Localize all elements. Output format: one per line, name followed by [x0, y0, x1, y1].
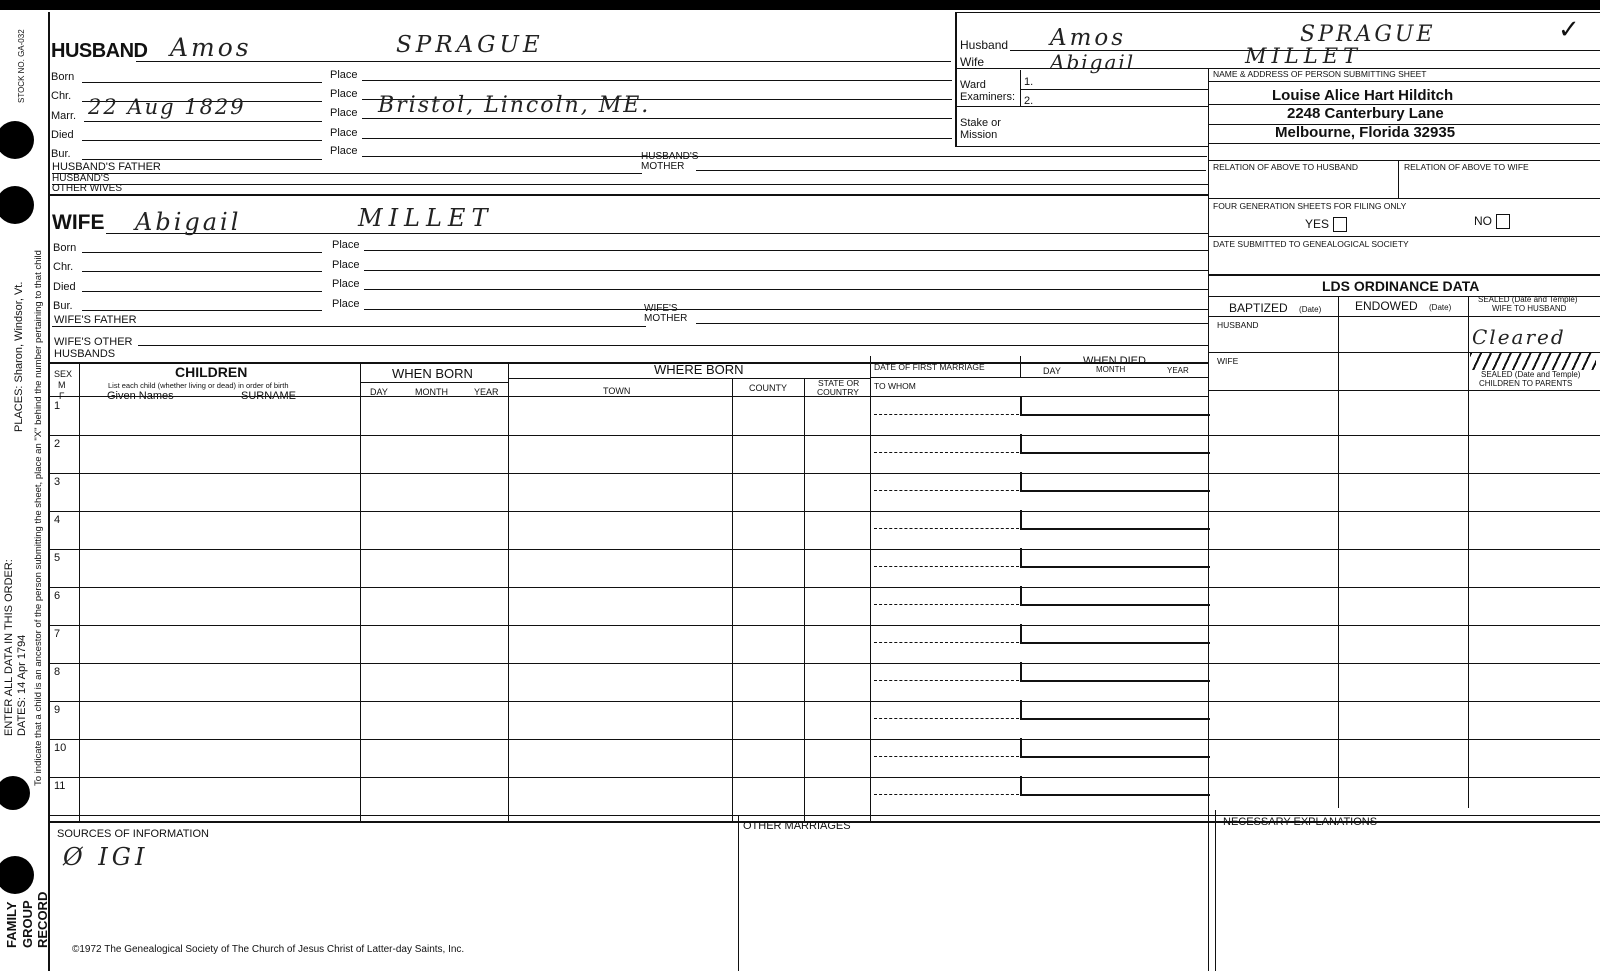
died-day-header: DAY — [1043, 366, 1061, 376]
lds-row-divider — [1208, 663, 1600, 664]
submitter-label-line — [1208, 81, 1600, 82]
husband-given-name: Amos — [170, 33, 252, 62]
lds-top-rule — [1208, 274, 1600, 276]
top-checkmark: ✓ — [1558, 14, 1580, 44]
child-row-number: 1 — [54, 400, 61, 412]
date-submitted-label: DATE SUBMITTED TO GENEALOGICAL SOCIETY — [1213, 239, 1409, 249]
when-died-box — [1020, 472, 1210, 492]
wife-chr-line — [82, 271, 322, 272]
husband-died-line — [82, 140, 322, 141]
lds-header-line — [1208, 316, 1600, 317]
names-col-divider — [360, 362, 361, 822]
wife-name-line — [106, 233, 1208, 234]
where-born-sub-line — [508, 378, 870, 379]
lds-sealed-wife-2: WIFE TO HUSBAND — [1492, 304, 1567, 313]
first-marriage-date-line — [874, 490, 1019, 491]
ward-label: Ward — [960, 79, 986, 91]
wifes-mother-line — [696, 323, 1208, 324]
top-edge-band — [0, 0, 1600, 10]
husband-bur-place-line — [362, 156, 1207, 157]
state-col-divider — [870, 356, 871, 822]
sex-label-3: F — [59, 391, 65, 401]
wifes-father-label: WIFE'S FATHER — [54, 314, 137, 326]
husband-chr-place-label: Place — [330, 88, 358, 100]
submitter-street: 2248 Canterbury Lane — [1287, 105, 1444, 122]
top-right-border — [955, 12, 1600, 13]
wifes-mother-label-1: WIFE'S — [644, 303, 678, 314]
husbands-mother-label-2: MOTHER — [641, 161, 685, 172]
ward-bottom-line — [955, 106, 1208, 107]
wife-born-place-line — [364, 250, 1208, 251]
when-died-divider — [1020, 356, 1021, 377]
lds-sealed-wife-1: SEALED (Date and Temple) — [1478, 295, 1578, 304]
wife-bur-place-label: Place — [332, 298, 360, 310]
yes-label: YES — [1305, 217, 1330, 231]
stock-number: STOCK NO. GA-032 — [17, 29, 26, 103]
husbands-other-wives-label-2: OTHER WIVES — [52, 183, 123, 194]
when-died-box — [1020, 738, 1210, 758]
header-right-divider — [955, 12, 957, 147]
child-row-number: 4 — [54, 514, 61, 526]
first-marriage-date-line — [874, 452, 1019, 453]
when-died-box — [1020, 700, 1210, 720]
wife-died-label: Died — [53, 281, 76, 293]
wife-chr-place-label: Place — [332, 259, 360, 271]
lds-row-divider — [1208, 587, 1600, 588]
died-month-header: MONTH — [1096, 365, 1126, 374]
wife-chr-label: Chr. — [53, 261, 74, 273]
died-year-header: YEAR — [1167, 366, 1189, 375]
form-left-border — [48, 12, 50, 971]
binder-hole-3 — [0, 776, 30, 810]
lds-husband-row: HUSBAND — [1217, 320, 1259, 330]
sex-label-2: M — [58, 380, 66, 390]
husband-marr-label: Marr. — [51, 110, 77, 122]
first-marriage-date-line — [874, 718, 1019, 719]
ref-husband-given: Amos — [1050, 25, 1127, 51]
when-born-col-divider — [508, 362, 509, 822]
wife-died-place-line — [364, 289, 1208, 290]
baptized-date-hint: (Date) — [1299, 305, 1322, 314]
husbands-mother-line — [696, 170, 1206, 171]
record-title-record: RECORD — [35, 891, 50, 948]
child-row-number: 7 — [54, 628, 61, 640]
submitter-city-line — [1208, 143, 1600, 144]
submitter-name: Louise Alice Hart Hilditch — [1272, 87, 1454, 104]
lds-row-divider — [1208, 701, 1600, 702]
lds-sealed-child-2: CHILDREN TO PARENTS — [1479, 379, 1573, 388]
binder-hole-2 — [0, 186, 34, 224]
examiners-label: Examiners: — [960, 91, 1016, 103]
binder-hole-1 — [0, 121, 34, 159]
submitter-city: Melbourne, Florida 32935 — [1275, 124, 1456, 141]
where-born-header: WHERE BORN — [654, 362, 744, 377]
wife-bur-place-line — [364, 309, 1208, 310]
lds-sealed-child-1: SEALED (Date and Temple) — [1481, 370, 1581, 379]
lds-wife-row: WIFE — [1217, 356, 1239, 366]
husband-born-place-label: Place — [330, 69, 358, 81]
husband-born-place-line — [362, 80, 952, 81]
endowed-date-hint: (Date) — [1429, 303, 1452, 312]
wife-section-label: WIFE — [52, 211, 105, 234]
when-died-box — [1020, 548, 1210, 568]
wifes-mother-label-2: MOTHER — [644, 313, 688, 324]
lds-row-divider — [1208, 473, 1600, 474]
baptized-text: BAPTIZED — [1229, 301, 1288, 315]
husband-name-line — [136, 61, 951, 62]
lds-baptized-label — [1229, 301, 1321, 315]
wife-surname: MILLET — [358, 204, 494, 232]
first-marriage-date-line — [874, 794, 1019, 795]
child-row-divider — [48, 815, 1208, 816]
husband-bur-label: Bur. — [51, 148, 71, 160]
relation-top-line — [1208, 160, 1600, 161]
lds-row-divider — [1208, 625, 1600, 626]
husband-born-label: Born — [51, 71, 75, 83]
sex-col-divider — [79, 362, 80, 822]
examiner-1: 1. — [1024, 76, 1034, 88]
when-died-box — [1020, 586, 1210, 606]
wife-born-line — [82, 252, 322, 253]
wife-born-place-label: Place — [332, 239, 360, 251]
wife-born-label: Born — [53, 242, 77, 254]
first-marriage-date-line — [874, 414, 1019, 415]
child-row-number: 9 — [54, 704, 61, 716]
wife-died-place-label: Place — [332, 278, 360, 290]
born-year-header: YEAR — [474, 387, 499, 397]
ref-wife-label: Wife — [960, 55, 984, 69]
husbands-other-wives-label-1: HUSBAND'S — [52, 173, 110, 184]
lds-row-divider — [1208, 777, 1600, 778]
when-died-header: WHEN DIED — [1083, 355, 1146, 367]
when-died-box — [1020, 624, 1210, 644]
wifes-other-husbands-label-2: HUSBANDS — [54, 348, 116, 360]
lds-row-divider — [1208, 739, 1600, 740]
child-row-number: 8 — [54, 666, 61, 678]
sex-label-1: SEX — [54, 369, 73, 379]
town-col-divider — [732, 378, 733, 822]
ref-husband-surname: SPRAGUE — [1300, 22, 1436, 47]
when-born-header: WHEN BORN — [392, 366, 473, 381]
lds-col-1-divider — [1338, 296, 1339, 808]
first-marriage-date-line — [874, 642, 1019, 643]
husband-bur-place-label: Place — [330, 145, 358, 157]
no-checkbox[interactable] — [1496, 214, 1510, 229]
wife-section-top-rule — [48, 194, 1208, 196]
explanations-label: NECESSARY EXPLANATIONS — [1223, 816, 1378, 828]
sources-label: SOURCES OF INFORMATION — [57, 828, 209, 840]
lds-row-divider — [1208, 511, 1600, 512]
husband-died-label: Died — [51, 129, 74, 141]
wifes-father-line — [52, 326, 646, 327]
husband-section-label: HUSBAND — [51, 40, 148, 62]
examiner-1-line — [1020, 89, 1208, 90]
lds-wife-line — [1208, 390, 1600, 391]
relation-wife-label: RELATION OF ABOVE TO WIFE — [1404, 162, 1529, 172]
ref-wife-surname: MILLET — [1245, 44, 1363, 68]
husband-died-place-line — [362, 138, 952, 139]
lds-hatched-cell — [1470, 353, 1596, 370]
county-header: COUNTY — [749, 383, 787, 393]
when-died-box — [1020, 776, 1210, 796]
copyright-text: ©1972 The Genealogical Society of The Church of Jesus Christ of Latter-day Saints, Inc. — [72, 944, 465, 955]
child-row-number: 3 — [54, 476, 61, 488]
relation-bottom-line — [1208, 198, 1600, 199]
sources-value: Ø IGI — [63, 843, 149, 871]
first-marriage-date-line — [874, 566, 1019, 567]
husband-marriage-place: Bristol, Lincoln, ME. — [378, 93, 651, 118]
other-marriages-label: OTHER MARRIAGES — [743, 820, 851, 832]
enter-all-data: ENTER ALL DATA IN THIS ORDER: — [3, 559, 15, 736]
child-row-number: 11 — [54, 780, 66, 792]
lds-title: LDS ORDINANCE DATA — [1322, 278, 1480, 294]
examiner-2: 2. — [1024, 95, 1034, 107]
children-title: CHILDREN — [175, 364, 248, 380]
no-label: NO — [1474, 214, 1492, 228]
husbands-father-label: HUSBAND'S FATHER — [52, 161, 161, 173]
wife-bur-line — [82, 310, 322, 311]
born-day-header: DAY — [370, 387, 388, 397]
first-marriage-date-line — [874, 528, 1019, 529]
footer-divider-1 — [738, 816, 739, 971]
record-title-group: GROUP — [20, 900, 35, 948]
endowed-text: ENDOWED — [1355, 299, 1418, 313]
submitter-label: NAME & ADDRESS OF PERSON SUBMITTING SHEET — [1213, 69, 1427, 79]
husband-chr-label: Chr. — [51, 90, 72, 102]
first-marriage-date-line — [874, 756, 1019, 757]
four-gen-no[interactable] — [1474, 214, 1510, 229]
born-month-header: MONTH — [415, 387, 448, 397]
husband-born-line — [82, 82, 322, 83]
husbands-father-line — [52, 173, 642, 174]
relation-divider — [1398, 160, 1399, 198]
mission-label: Mission — [960, 129, 998, 141]
four-gen-label: FOUR GENERATION SHEETS FOR FILING ONLY — [1213, 201, 1407, 211]
husbands-other-wives-line — [52, 184, 1208, 185]
to-whom-header: TO WHOM — [874, 381, 916, 391]
ancestor-instruction: To indicate that a child is an ancestor of the person submitting the sheet, place an "X" behind the number pertaining to that child — [33, 250, 44, 786]
record-title-family: FAMILY — [4, 901, 19, 948]
places-order: PLACES: Sharon, Windsor, Vt. — [13, 281, 25, 432]
surname-header: SURNAME — [241, 390, 297, 402]
ref-wife-given: Abigail — [1050, 50, 1136, 74]
husband-died-place-label: Place — [330, 127, 358, 139]
lds-col-2-divider — [1468, 296, 1469, 808]
husband-surname: SPRAGUE — [396, 32, 544, 58]
wife-died-line — [82, 291, 322, 292]
lds-row-divider — [1208, 435, 1600, 436]
lds-endowed-label — [1355, 299, 1451, 313]
ref-husband-label: Husband — [960, 38, 1009, 52]
given-names-header: Given Names — [107, 390, 174, 402]
state-header-2: COUNTRY — [817, 387, 859, 397]
dates-order: DATES: 14 Apr 1794 — [16, 634, 28, 736]
first-marriage-date-line — [874, 680, 1019, 681]
children-instruction: List each child (whether living or dead) in order of birth — [108, 381, 289, 390]
husband-marr-place-label: Place — [330, 107, 358, 119]
child-row-number: 10 — [54, 742, 67, 754]
four-gen-yes[interactable] — [1305, 217, 1347, 232]
husband-marr-line — [84, 121, 322, 122]
wifes-other-husbands-label-1: WIFE'S OTHER — [54, 336, 133, 348]
first-marriage-sub-line — [870, 377, 1208, 378]
when-born-sub-line — [360, 382, 508, 383]
state-header-1: STATE OR — [818, 378, 860, 388]
lds-cleared-note: Cleared — [1472, 325, 1566, 349]
child-row-number: 5 — [54, 552, 61, 564]
footer-divider-2 — [1215, 810, 1216, 971]
child-row-number: 6 — [54, 590, 61, 602]
husband-marriage-date: 22 Aug 1829 — [88, 95, 246, 119]
wife-chr-place-line — [364, 270, 1208, 271]
when-died-box — [1020, 434, 1210, 454]
county-col-divider — [804, 378, 805, 822]
when-died-box — [1020, 662, 1210, 682]
binder-hole-4 — [0, 856, 34, 894]
town-header: TOWN — [603, 386, 631, 396]
stake-bottom-line — [955, 146, 1208, 147]
first-marriage-header: DATE OF FIRST MARRIAGE — [874, 362, 985, 372]
examiners-divider — [1020, 70, 1021, 106]
husband-marr-place-line — [362, 118, 952, 119]
husband-bur-line — [82, 159, 322, 160]
husbands-mother-label-1: HUSBAND'S — [641, 151, 699, 162]
four-gen-bottom-line — [1208, 236, 1600, 237]
wife-given-name: Abigail — [135, 208, 242, 236]
wifes-other-husbands-line — [138, 345, 1208, 346]
lds-row-divider — [1208, 549, 1600, 550]
child-row-number: 2 — [54, 438, 61, 450]
when-died-box — [1020, 510, 1210, 530]
first-marriage-date-line — [874, 604, 1019, 605]
when-died-box — [1020, 396, 1210, 416]
stake-label: Stake or — [960, 117, 1001, 129]
relation-husband-label: RELATION OF ABOVE TO HUSBAND — [1213, 162, 1359, 172]
yes-checkbox[interactable] — [1333, 217, 1347, 232]
wife-bur-label: Bur. — [53, 300, 73, 312]
